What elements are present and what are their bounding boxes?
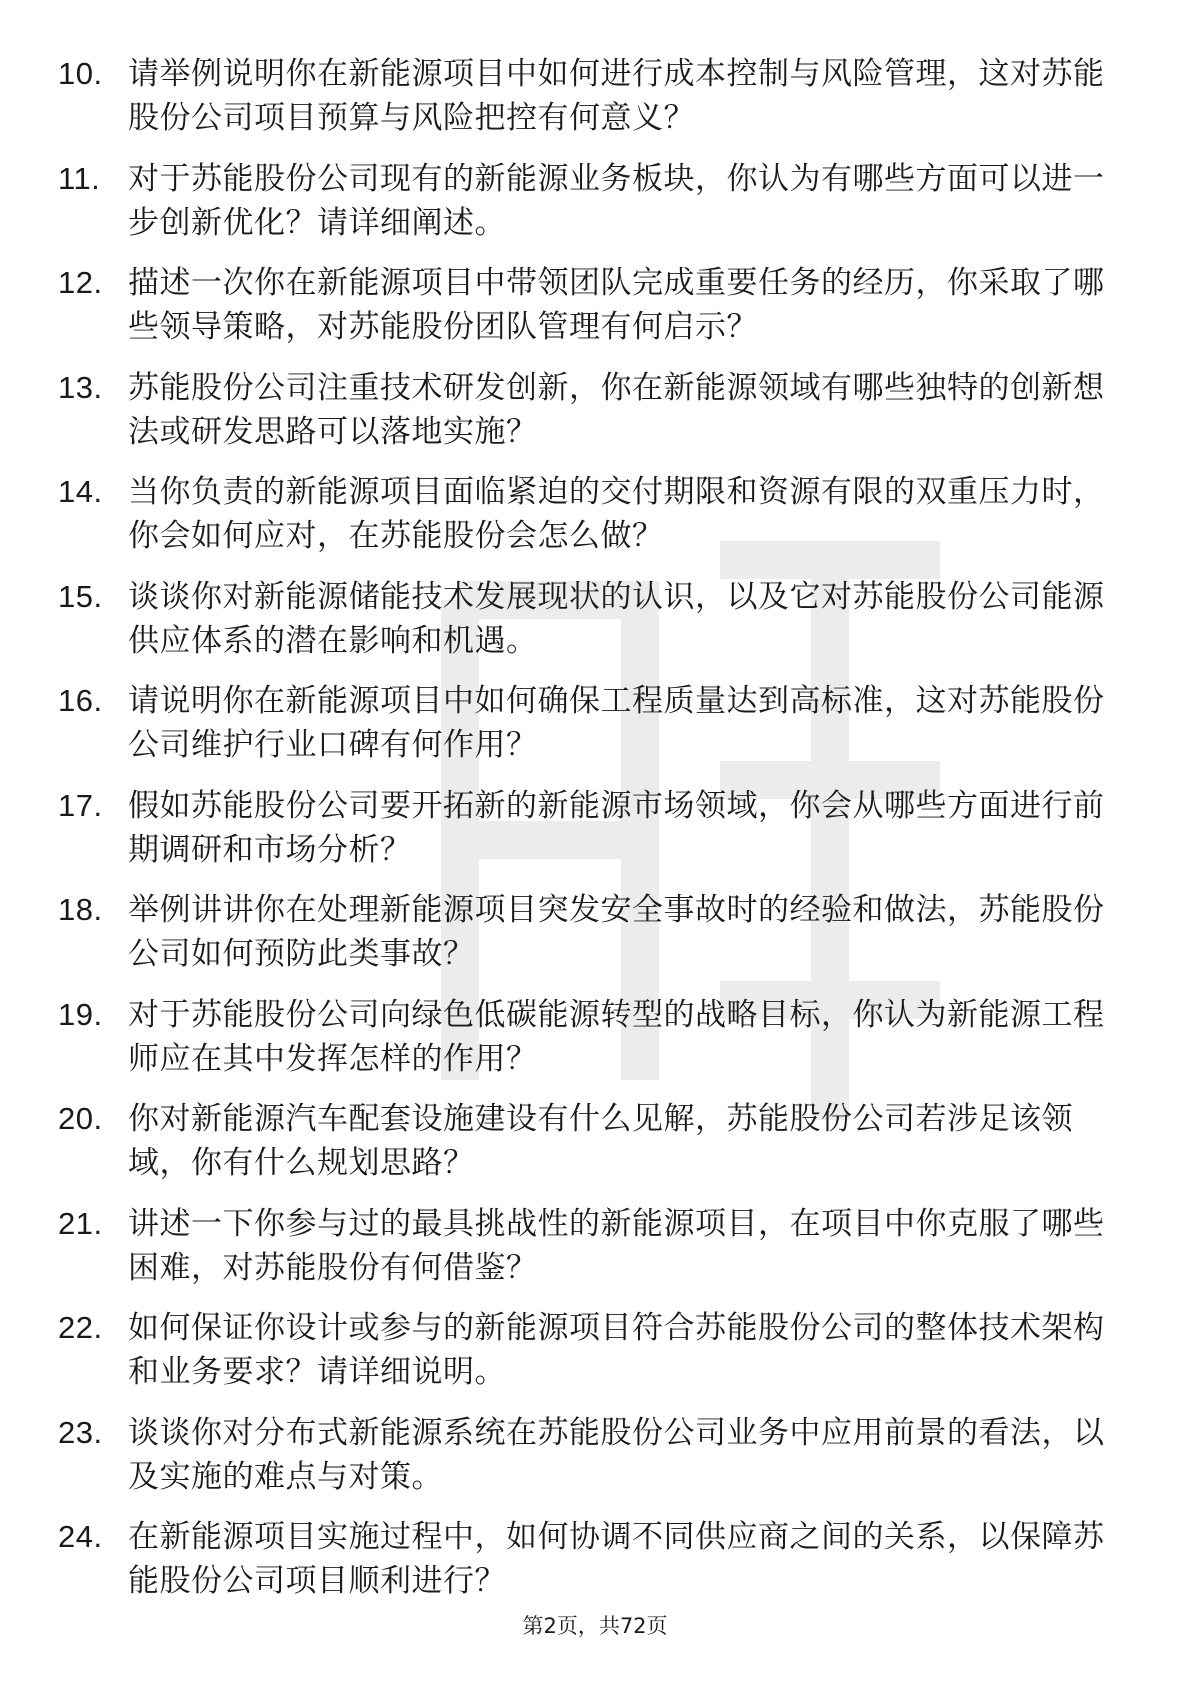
question-text: 当你负责的新能源项目面临紧迫的交付期限和资源有限的双重压力时，你会如何应对，在苏能股份会怎么做？ [128,474,1105,554]
question-text: 谈谈你对新能源储能技术发展现状的认识，以及它对苏能股份公司能源供应体系的潜在影响和机遇。 [128,578,1105,659]
question-item [58,1097,1118,1202]
question-item [58,1306,1118,1411]
question-text: 假如苏能股份公司要开拓新的新能源市场领域，你会从哪些方面进行前期调研和市场分析？ [128,787,1105,868]
question-number: 12. [58,265,103,300]
question-number: 15. [58,578,103,614]
question-text: 如何保证你设计或参与的新能源项目符合苏能股份公司的整体技术架构和业务要求？请详细说明。 [128,1310,1105,1390]
question-text: 描述一次你在新能源项目中带领团队完成重要任务的经历，你采取了哪些领导策略，对苏能股份团队管理有何启示？ [128,265,1105,345]
question-text: 对于苏能股份公司现有的新能源业务板块，你认为有哪些方面可以进一步创新优化？请详细阐述。 [128,160,1105,241]
question-item [58,1411,1118,1516]
question-text: 举例讲讲你在处理新能源项目突发安全事故时的经验和做法，苏能股份公司如何预防此类事故？ [128,892,1105,972]
question-text: 对于苏能股份公司向绿色低碳能源转型的战略目标，你认为新能源工程师应在其中发挥怎样的作用？ [128,996,1105,1077]
question-number: 19. [58,996,103,1032]
question-text: 谈谈你对分布式新能源系统在苏能股份公司业务中应用前景的看法，以及实施的难点与对策。 [128,1414,1105,1495]
question-number: 13. [58,369,103,405]
question-text: 请说明你在新能源项目中如何确保工程质量达到高标准，这对苏能股份公司维护行业口碑有何作用？ [128,683,1105,763]
question-item [58,575,1118,680]
question-item [58,993,1118,1098]
question-number: 11. [58,160,101,196]
question-item [58,1515,1118,1620]
question-number: 20. [58,1101,103,1136]
question-number: 10. [58,56,103,91]
question-item [58,52,1118,157]
question-text: 请举例说明你在新能源项目中如何进行成本控制与风险管理，这对苏能股份公司项目预算与风险把控有何意义？ [128,56,1105,136]
question-number: 14. [58,474,103,509]
question-item [58,470,1118,575]
question-text: 你对新能源汽车配套设施建设有什么见解，苏能股份公司若涉足该领域，你有什么规划思路？ [128,1101,1073,1181]
question-text: 苏能股份公司注重技术研发创新，你在新能源领域有哪些独特的创新想法或研发思路可以落地实施？ [128,369,1105,450]
page-number-label: 第2页，共72页 [522,1614,668,1638]
question-item [58,1202,1118,1307]
question-item [58,888,1118,993]
question-number: 23. [58,1414,103,1450]
question-text: 在新能源项目实施过程中，如何协调不同供应商之间的关系，以保障苏能股份公司项目顺利进行？ [128,1519,1105,1599]
question-number: 21. [58,1205,103,1241]
question-item [58,261,1118,366]
question-number: 17. [58,787,103,823]
question-item [58,157,1118,262]
question-item [58,679,1118,784]
question-number: 22. [58,1310,103,1345]
question-item [58,784,1118,889]
question-number: 18. [58,892,103,927]
question-list [58,52,1118,1620]
question-item [58,366,1118,471]
question-text: 讲述一下你参与过的最具挑战性的新能源项目，在项目中你克服了哪些困难，对苏能股份有何借鉴？ [128,1205,1105,1286]
page-footer [0,1610,1190,1640]
question-number: 24. [58,1519,103,1554]
question-number: 16. [58,683,103,718]
